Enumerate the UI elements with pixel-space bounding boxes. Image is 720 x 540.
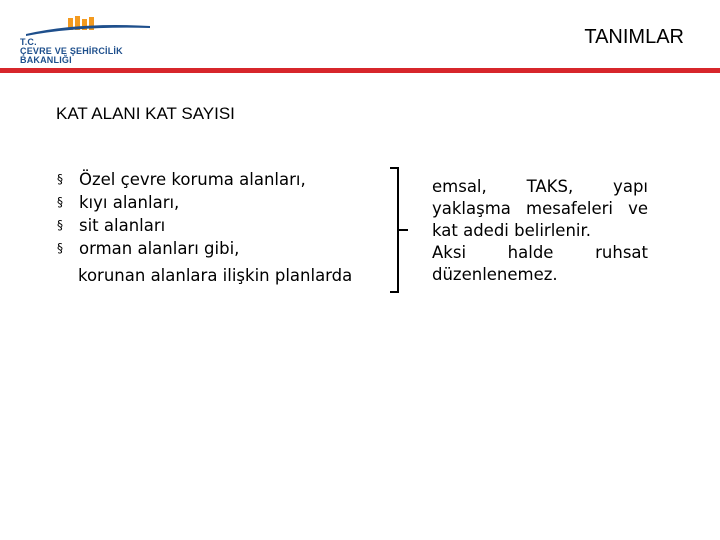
- result-line: emsal, TAKS, yapı: [432, 177, 648, 196]
- list-item-text: sit alanları: [79, 216, 166, 235]
- list-item-text: orman alanları gibi,: [79, 239, 240, 258]
- list-item: [57, 191, 306, 214]
- page-title: TANIMLAR: [584, 26, 684, 48]
- logo-line-ministry-name: ÇEVRE VE ŞEHİRCİLİK: [20, 46, 123, 56]
- protected-areas-list: [57, 168, 306, 260]
- logo-text: [20, 38, 170, 65]
- result-text: [432, 176, 648, 286]
- result-line: Aksi halde ruhsat: [432, 243, 648, 262]
- list-item: [57, 237, 306, 260]
- header: [0, 0, 720, 74]
- bullet-icon: §: [57, 195, 63, 209]
- bullet-icon: §: [57, 241, 63, 255]
- right-bracket-icon: [388, 166, 412, 294]
- logo-line-ministry: BAKANLIĞI: [20, 55, 72, 65]
- result-line: yaklaşma mesafeleri ve: [432, 199, 648, 218]
- list-item: [57, 214, 306, 237]
- bullet-icon: §: [57, 172, 63, 186]
- ministry-logo: [18, 16, 158, 68]
- list-continuation: korunan alanlara ilişkin planlarda: [78, 266, 353, 285]
- result-line: düzenlenemez.: [432, 265, 558, 284]
- bullet-icon: §: [57, 218, 63, 232]
- list-item: [57, 168, 306, 191]
- list-item-text: kıyı alanları,: [79, 193, 180, 212]
- result-line: kat adedi belirlenir.: [432, 221, 591, 240]
- list-item-text: Özel çevre koruma alanları,: [79, 170, 306, 189]
- building-skyline-icon: [18, 16, 158, 40]
- logo-line-tc: T.C.: [20, 37, 37, 47]
- section-title: KAT ALANI KAT SAYISI: [56, 104, 235, 123]
- header-divider: [0, 68, 720, 73]
